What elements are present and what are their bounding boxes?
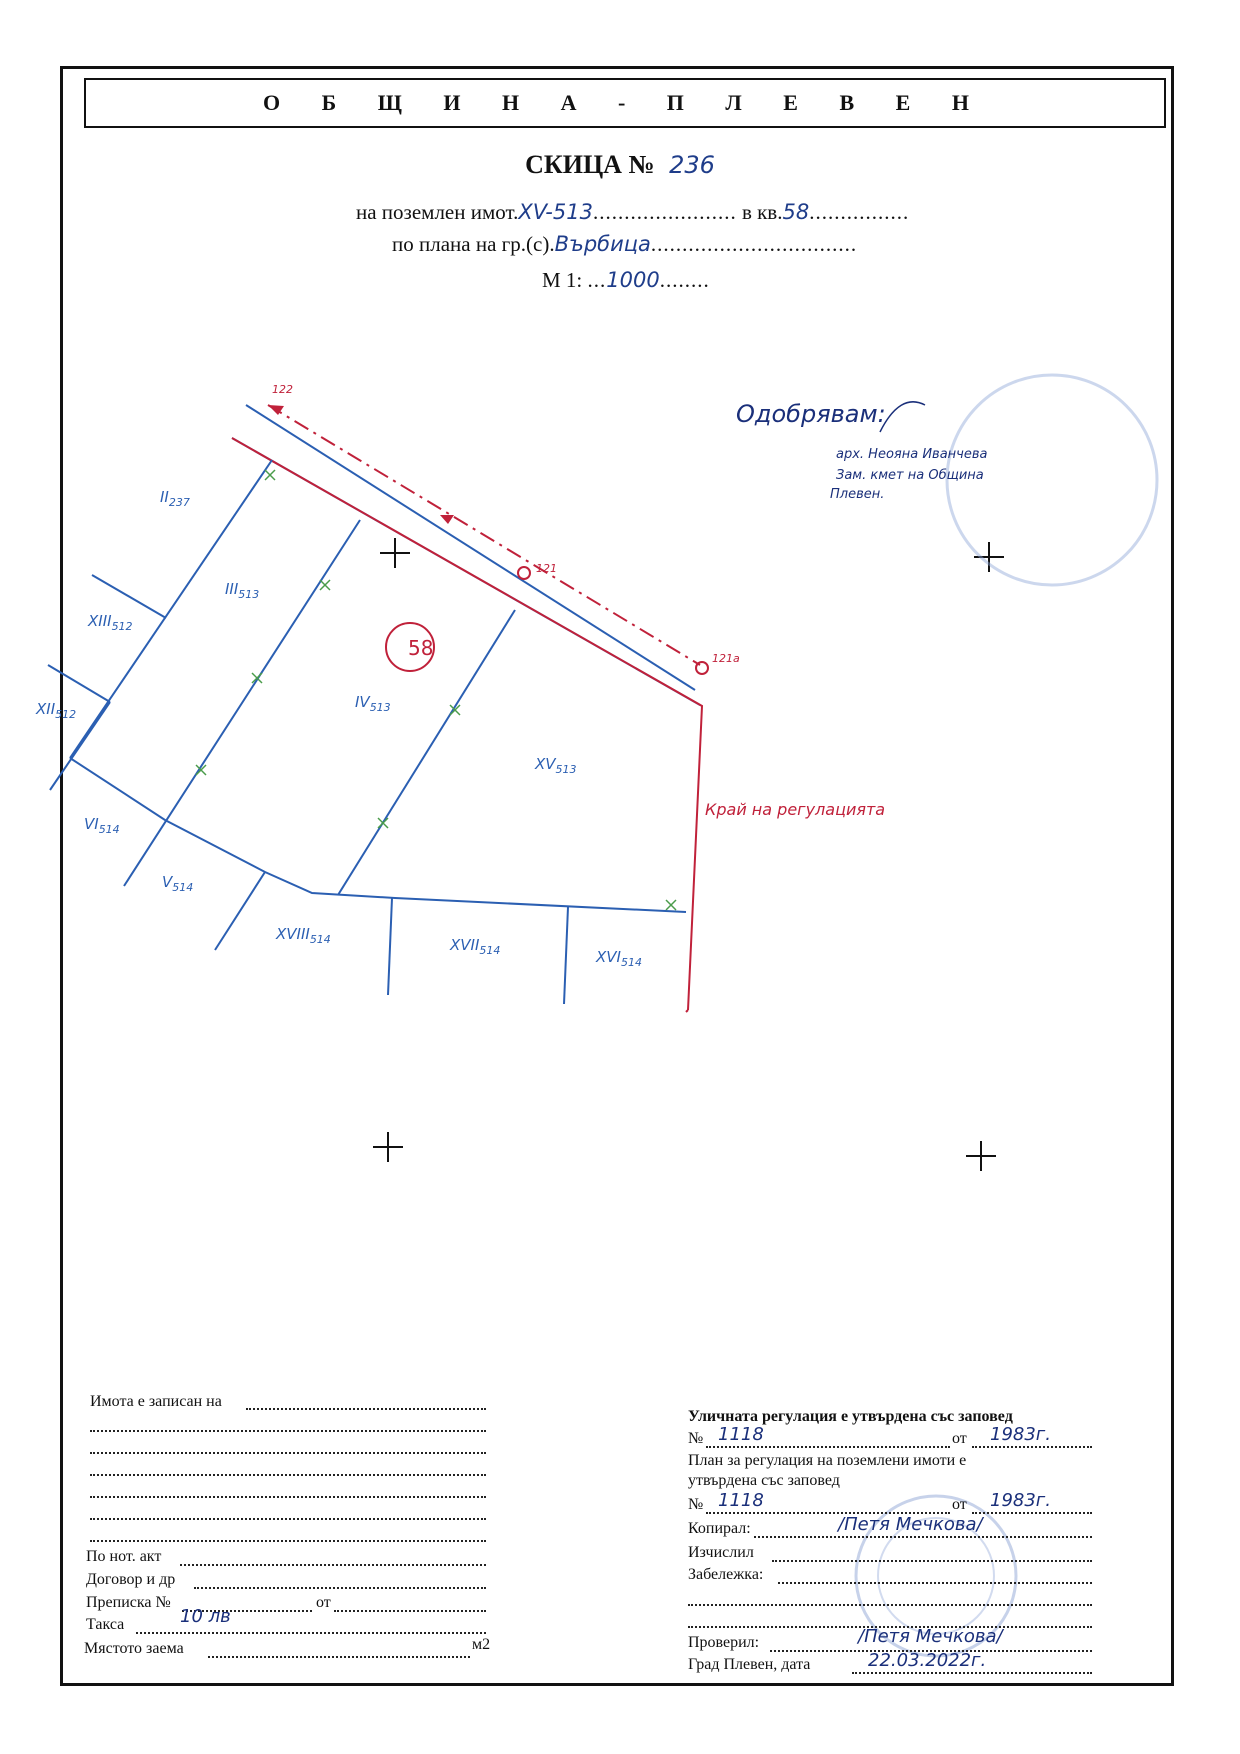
property-value: XV-513 [518,200,593,224]
plot-label-v-514: $V_{514}$ [162,873,194,894]
approval-line-1: арх. Неояна Иванчева [836,447,988,462]
plot-boundaries [48,460,686,1004]
date-value: 22.03.2022г. [868,1650,987,1671]
point-121a [696,662,708,674]
axis-arrow-122 [268,405,284,415]
regulation-end-label: Край на регулацията [705,800,886,819]
plot-label-xiii-512: $XIII_{512}$ [88,612,133,633]
plot-label-xviii-514: $XVIII_{514}$ [276,925,331,946]
street-axis [268,405,700,665]
plot-label-iii-513: $III_{513}$ [225,580,260,601]
order2-no: 1118 [718,1490,764,1511]
scale-label: М 1: [542,268,583,292]
notary-label: По нот. акт [86,1548,162,1565]
point-121 [518,567,530,579]
sketch-title-label: СКИЦА № [525,150,655,179]
scale-value: 1000 [606,268,660,292]
plan-value: Върбица [554,232,651,256]
note-label: Забележка: [688,1566,764,1583]
plot-label-vi-514: $VI_{514}$ [84,815,120,836]
order2-from-label: от [952,1496,967,1513]
plot-label-xvi-514: $XVI_{514}$ [596,948,642,969]
plan-regulation-line-1: План за регулация на поземлени имоти е [688,1452,967,1469]
plot-label-xvii-514: $XVII_{514}$ [450,936,501,957]
area-label: Мястото заема [84,1640,184,1657]
transcript-label: Преписка № [86,1594,171,1611]
plan-line: по плана на гр.(с).Върбица................................. [392,232,858,256]
block-label: в кв. [741,200,783,224]
city-date-label: Град Плевен, дата [688,1656,811,1673]
plot-label-xii-512: $XII_{512}$ [36,700,77,721]
area-unit: м2 [472,1636,491,1653]
plan-regulation-line-2: утвърдена със заповед [688,1472,840,1489]
axis-arrow-121 [440,515,454,524]
plan-label: по плана на гр.(с). [392,232,555,256]
property-line: на поземлен имот.XV-513....................... в кв.58................ [356,200,910,224]
calculated-label: Изчислил [688,1544,754,1561]
plot-label-iv-513: $IV_{513}$ [355,693,391,714]
checked-by: /Петя Мечкова/ [858,1626,1003,1647]
order2-from: 1983г. [990,1490,1051,1511]
order1-no: 1118 [718,1424,764,1445]
street-line-top [246,405,695,690]
approval-line-2: Зам. кмет на Община [836,468,984,483]
order1-no-label: № [688,1430,704,1447]
block-number: 58 [408,636,434,660]
order1-from-label: от [952,1430,967,1447]
green-marks [196,470,676,910]
scale-line: М 1: ...1000........ [542,268,710,292]
property-label: на поземлен имот. [356,200,519,224]
street-regulation-label: Уличната регулация е утвърдена със заповед [688,1408,1013,1425]
copied-by: /Петя Мечкова/ [838,1514,983,1535]
point-label-122: 122 [272,383,293,396]
municipality-title: О Б Щ И Н А - П Л Е В Е Н [263,90,987,115]
fee-value: 10 лв [180,1606,231,1627]
fee-label: Такса [86,1616,125,1633]
point-label-121: 121 [536,562,557,575]
point-label-121a: 121а [712,652,740,665]
grid-crosses [373,538,1004,1171]
approval-title: Одобрявам: [736,400,886,428]
owner-label: Имота е записан на [90,1393,222,1410]
copied-label: Копирал: [688,1520,751,1537]
contract-label: Договор и др [86,1571,176,1588]
order2-no-label: № [688,1496,704,1513]
approval-line-3: Плевен. [830,487,885,502]
checked-label: Проверил: [688,1634,760,1651]
sketch-number: 236 [669,151,715,179]
block-value: 58 [782,200,810,224]
plot-label-ii-237: $II_{237}$ [160,488,190,509]
order1-from: 1983г. [990,1424,1051,1445]
transcript-from-label: от [316,1594,331,1611]
plot-label-xv-513: $XV_{513}$ [535,755,577,776]
